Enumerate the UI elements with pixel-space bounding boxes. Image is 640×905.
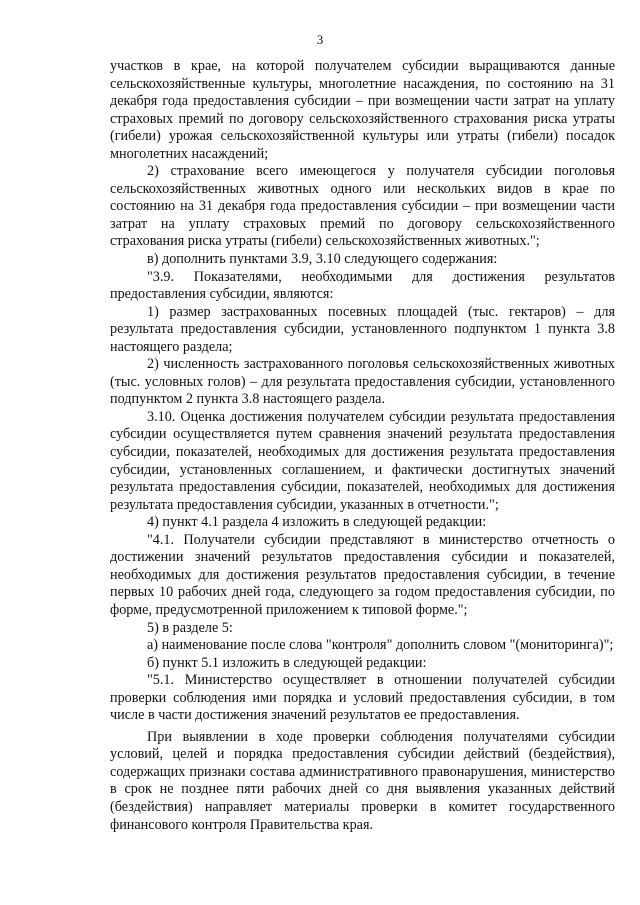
paragraph-3-10: 3.10. Оценка достижения получателем субсидии результата предоставления субсидии осуществляется путем сравнения значений результата предоставления субсидии, показателей, необходимых для достижения результата предоставления субсидии, установленных соглашением, и фактически достигнутых значений результата предоставления субсидии, показателей, необходимых для достижения результата предоставления субсидии, указанных в отчетности."; [110,408,615,513]
paragraph-item-5: 5) в разделе 5: [147,619,233,636]
page-number: 3 [316,32,324,47]
paragraph-item-5-a: а) наименование после слова "контроля" дополнить словом "(мониторинга)"; [147,637,614,654]
paragraph-3-9-sub-2: 2) численность застрахованного поголовья сельскохозяйственных животных (тыс. условных голов) – для результата предоставления субсидии, установленного подпунктом 2 пункта 3.8 настоящего раздела. [110,356,615,408]
paragraph-subitem-2-livestock: 2) страхование всего имеющегося у получателя субсидии поголовья сельскохозяйственных животных одного или нескольких видов в крае по состоянию на 31 декабря года предоставления субсидии – при возмещении части затрат на уплату страховых премий по договору сельскохозяйственного страхования риска утраты (гибели) сельскохозяйственных животных."; [110,163,615,250]
document-body [110,58,615,834]
paragraph-item-v: в) дополнить пунктами 3.9, 3.10 следующего содержания: [147,251,498,268]
paragraph-item-5-b: б) пункт 5.1 изложить в следующей редакции: [147,654,427,671]
paragraph-item-4: 4) пункт 4.1 раздела 4 изложить в следующей редакции: [147,514,487,531]
paragraph-5-1-violations: При выявлении в ходе проверки соблюдения получателями субсидии условий, целей и порядка предоставления субсидии действий (бездействия), содержащих признаки состава административного правонарушения, министерство в срок не позднее пяти рабочих дней со дня выявления указанных действий (бездействия) направляет материалы проверки в комитет государственного финансового контроля Правительства края. [110,728,615,833]
paragraph-continuation: участков в крае, на которой получателем субсидии выращиваются данные сельскохозяйственные культуры, многолетние насаждения, по состоянию на 31 декабря года предоставления субсидии – при возмещении части затрат на уплату страховых премий по договору сельскохозяйственного страхования риска утраты (гибели) урожая сельскохозяйственной культуры или утраты (гибели) посадок многолетних насаждений; [110,58,615,162]
paragraph-5-1: "5.1. Министерство осуществляет в отношении получателей субсидии проверки соблюдения ими порядка и условий предоставления субсидии, в том числе в части достижения значений результатов ее предоставления. [110,672,615,724]
paragraph-3-9-sub-1: 1) размер застрахованных посевных площадей (тыс. гектаров) – для результата предоставления субсидии, установленного подпунктом 1 пункта 3.8 настоящего раздела; [110,303,615,355]
paragraph-4-1: "4.1. Получатели субсидии представляют в министерство отчетность о достижении значений результатов предоставления субсидии и показателей, необходимых для достижения результатов предоставления субсидии, в течение первых 10 рабочих дней года, следующего за годом предоставления субсидии, по форме, предусмотренной приложением к типовой форме."; [110,531,615,618]
paragraph-3-9: "3.9. Показателями, необходимыми для достижения результатов предоставления субсидии, являются: [110,268,615,303]
